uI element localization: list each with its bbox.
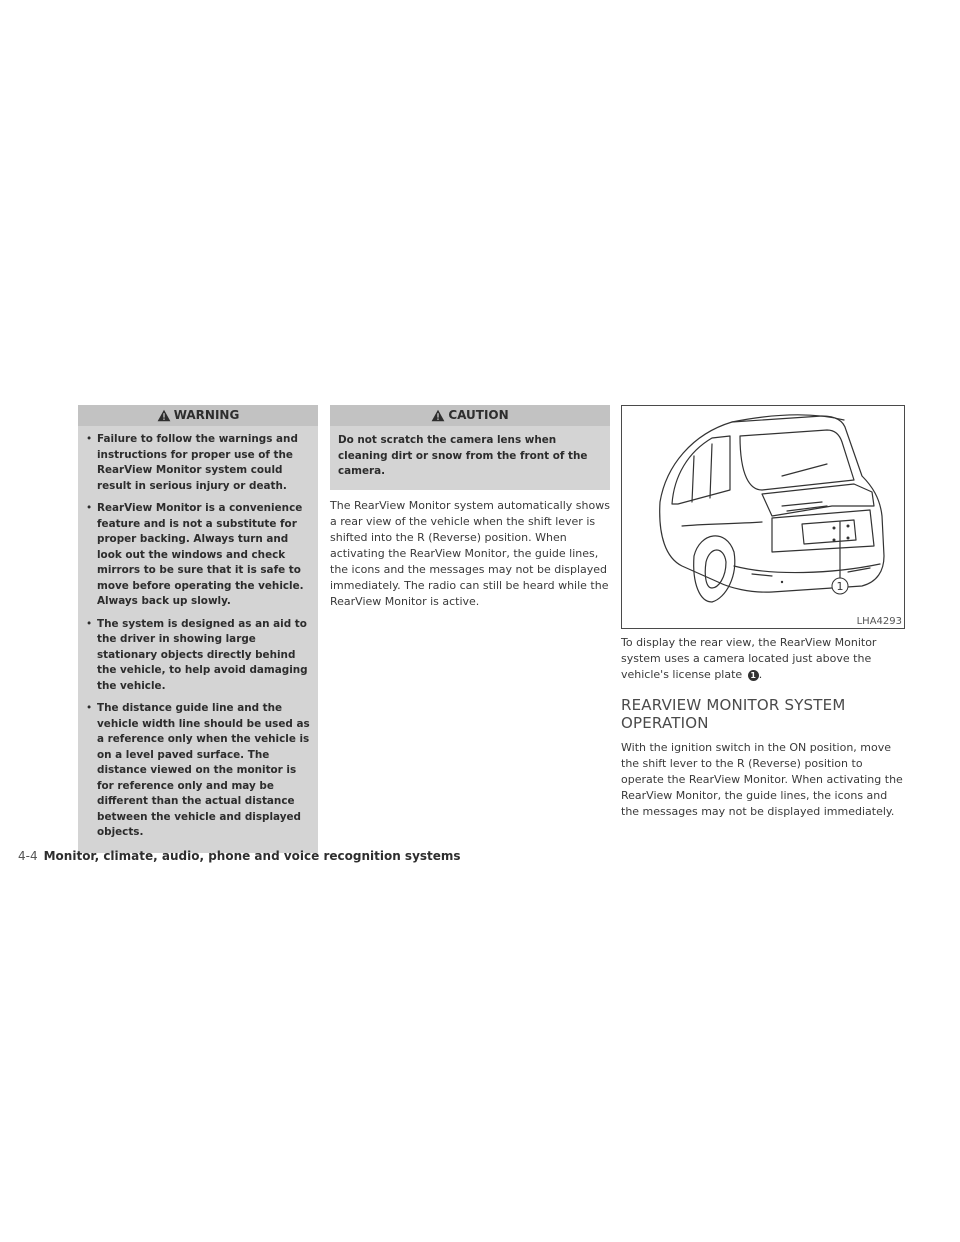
caution-triangle-icon bbox=[431, 409, 445, 422]
figure-caption bbox=[621, 635, 905, 683]
figure-caption-text: To display the rear view, the RearView Monitor system uses a camera located just above the vehicle's license plate bbox=[621, 636, 877, 681]
warning-item: • Failure to follow the warnings and instructions for proper use of the RearView Monitor system could result in serious injury or death. bbox=[86, 432, 310, 494]
vehicle-rear-illustration bbox=[622, 406, 904, 628]
figure-caption-end: . bbox=[758, 668, 763, 681]
chapter-title: Monitor, climate, audio, phone and voice recognition systems bbox=[43, 849, 461, 863]
page-footer bbox=[18, 849, 461, 863]
figure-code: LHA4293 bbox=[856, 616, 902, 627]
right-column bbox=[621, 405, 905, 820]
figure-callout-label: 1 bbox=[836, 580, 844, 593]
caution-title: CAUTION bbox=[448, 408, 509, 422]
intro-paragraph: The RearView Monitor system automatically shows a rear view of the vehicle when the shift lever is shifted into the R (Reverse) position. When activating the RearView Monitor, the guide lines, the icons and the messages may not be displayed immediately. The radio can still be heard while the RearView Monitor is active. bbox=[330, 498, 610, 608]
section-title: REARVIEW MONITOR SYSTEM OPERATION bbox=[621, 696, 846, 732]
caution-header bbox=[330, 405, 610, 426]
vehicle-rear-figure bbox=[621, 405, 905, 629]
caution-text: Do not scratch the camera lens when cleaning dirt or snow from the front of the camera. bbox=[338, 434, 588, 477]
left-column bbox=[78, 405, 318, 853]
warning-item: • The distance guide line and the vehicle width line should be used as a reference only when the vehicle is on a level paved surface. The distance viewed on the monitor is for reference only and may be different than the actual distance between the vehicle and displayed objects. bbox=[86, 701, 310, 841]
middle-column bbox=[330, 405, 610, 610]
callout-marker: 1 bbox=[748, 670, 759, 681]
page-number: 4-4 bbox=[18, 849, 38, 863]
warning-item: • RearView Monitor is a convenience feature and is not a substitute for proper backing. Always turn and look out the windows and check mirrors to be sure that it is safe to move before operating the vehicle. Always back up slowly. bbox=[86, 501, 310, 610]
warning-triangle-icon bbox=[157, 409, 171, 422]
section-paragraph: With the ignition switch in the ON position, move the shift lever to the R (Reverse) position to operate the RearView Monitor. When activating the RearView Monitor, the guide lines, the icons and the messages may not be displayed immediately. bbox=[621, 741, 903, 818]
caution-box bbox=[330, 405, 610, 490]
warning-header bbox=[78, 405, 318, 426]
warning-item: • The system is designed as an aid to the driver in showing large stationary objects directly behind the vehicle, to help avoid damaging the vehicle. bbox=[86, 617, 310, 695]
warning-title: WARNING bbox=[173, 408, 240, 422]
warning-list bbox=[78, 426, 318, 853]
warning-box bbox=[78, 405, 318, 853]
